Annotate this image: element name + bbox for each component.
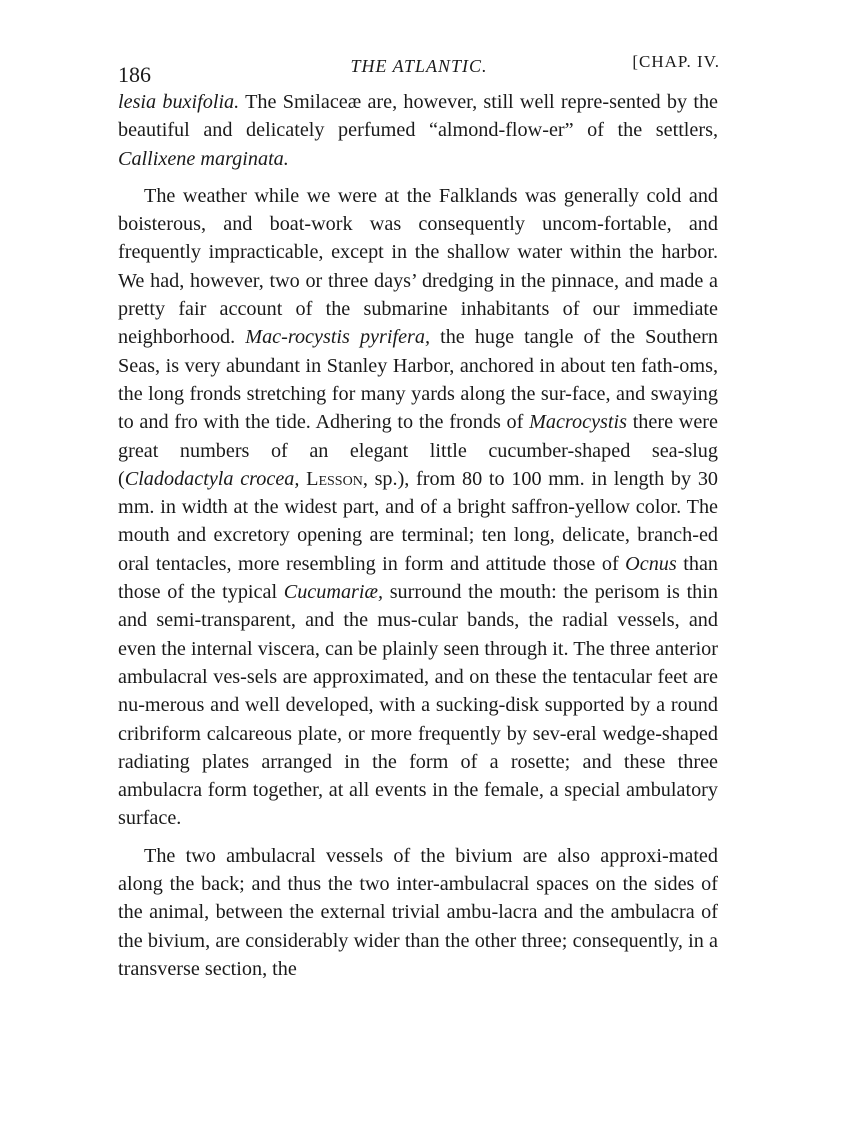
- species-name: Macrocystis: [529, 411, 627, 434]
- species-name: lesia buxifolia.: [118, 91, 240, 113]
- text-run: The Smilaceæ are, however, still well repre-sented by the beautiful and delicately perfumed “almond-flow-er” of the settlers,: [118, 91, 718, 142]
- text-run: surround the mouth: the perisom is thin and semi-transparent, and the mus-cular bands, the radial vessels, and even the internal viscera, can be plainly seen through it. The three anterior ambulacral ves-sels are approximated, and on these the tentacular feet are nu-merous and well developed, with a sucking-disk supported by a round cribriform calcareous plate, or more frequently by sev-eral wedge-shaped radiating plates arranged in the form of a rosette; and these three ambulacra form together, at all events in the female, a special ambulatory surface.: [118, 581, 718, 830]
- page-number: 186: [118, 62, 151, 87]
- paragraph-3: [118, 842, 718, 983]
- species-name: Callixene marginata.: [118, 147, 289, 170]
- species-name: Ocnus: [625, 552, 677, 575]
- paragraph-1: [118, 88, 718, 173]
- chapter-label: [CHAP. IV.: [632, 52, 720, 71]
- text-run: , sp.), from 80 to 100 mm. in length by 30 mm. in width at the widest part, and of a bright saffron-yellow color. The mouth and excretory opening are terminal; ten long, delicate, branch-ed oral tentacles, more resembling in form and attitude those of: [118, 467, 719, 575]
- body-text: [118, 88, 718, 983]
- text-run: The weather while we were at the Falklands was generally cold and boisterous, and boat-work was consequently uncom-fortable, and frequently impracticable, except in the shallow water within the harbor. We had, however, two or three days’ dredging in the pinnace, and made a pretty fair account of the submarine inhabitants of our immediate neighborhood.: [118, 184, 718, 349]
- paragraph-2: [118, 182, 718, 833]
- running-title: THE ATLANTIC.: [350, 56, 488, 76]
- page-header: [118, 52, 720, 88]
- text-run: The two ambulacral vessels of the bivium are also approxi-mated along the back; and thus the two inter-ambulacral spaces on the sides of the animal, between the external trivial ambu-lacra and the ambulacra of the bivium, are considerably wider than the other three; consequently, in a transverse section, the: [118, 844, 718, 980]
- text-run: than those of the typical: [118, 552, 718, 604]
- text-run: there were great numbers of an elegant little cucumber-shaped sea-slug (: [118, 411, 718, 490]
- text-run: the huge tangle of the Southern Seas, is very abundant in Stanley Harbor, anchored in about ten fath-oms, the long fronds stretching for many yards along the sur-face, and swaying to and fro with the tide. Adhering to the fronds of: [118, 326, 719, 434]
- species-name: Cladodactyla crocea,: [124, 467, 300, 490]
- species-name: Mac-rocystis pyrifera,: [245, 326, 431, 349]
- species-name: Cucumariæ,: [283, 581, 384, 604]
- author-name: Lesson: [306, 467, 363, 490]
